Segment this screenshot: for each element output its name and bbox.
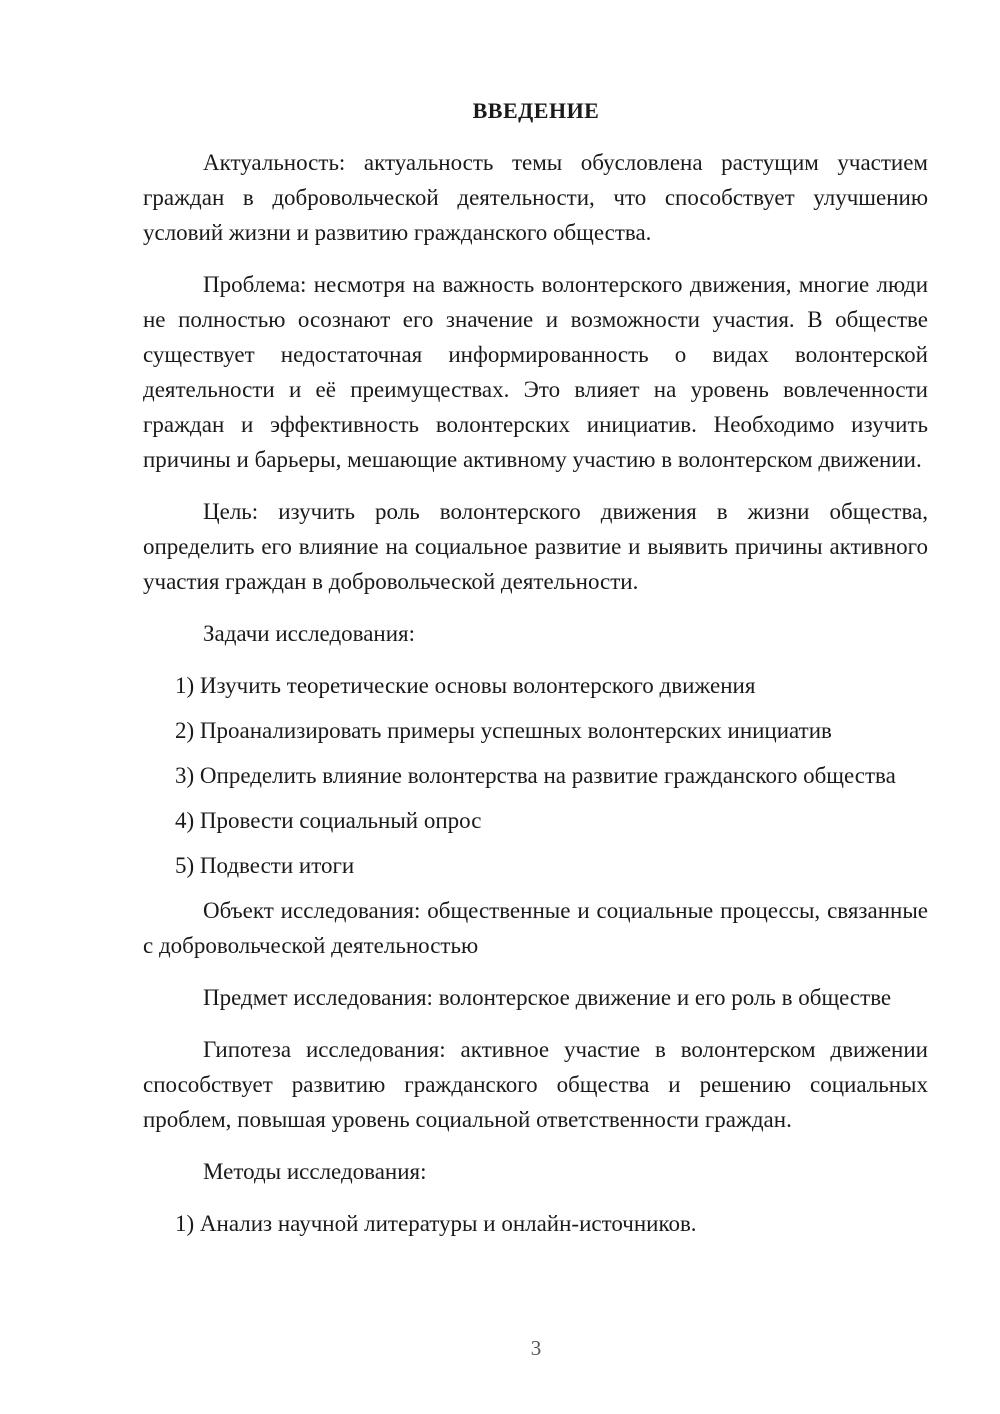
goal-paragraph: Цель: изучить роль волонтерского движения в жизни общества, определить его влияние на социальное развитие и выявить причины активного участия граждан в добровольческой деятельности. — [143, 499, 928, 594]
task-item: 4) Провести социальный опрос — [175, 808, 482, 833]
task-item: 2) Проанализировать примеры успешных волонтерских инициатив — [175, 718, 832, 743]
page-title: ВВЕДЕНИЕ — [472, 98, 600, 123]
task-item: 1) Изучить теоретические основы волонтерского движения — [175, 673, 756, 698]
tasks-heading: Задачи исследования: — [203, 621, 416, 646]
object-paragraph: Объект исследования: общественные и социальные процессы, связанные с добровольческой деятельностью — [143, 898, 928, 958]
subject-paragraph: Предмет исследования: волонтерское движение и его роль в обществе — [203, 985, 892, 1010]
methods-heading: Методы исследования: — [203, 1159, 427, 1184]
hypothesis-paragraph: Гипотеза исследования: активное участие в волонтерском движении способствует развитию гражданского общества и решению социальных проблем, повышая уровень социальной ответственности граждан. — [143, 1037, 928, 1132]
task-item: 3) Определить влияние волонтерства на развитие гражданского общества — [175, 763, 896, 788]
relevance-paragraph: Актуальность: актуальность темы обусловлена растущим участием граждан в добровольческой деятельности, что способствует улучшению условий жизни и развитию гражданского общества. — [143, 150, 928, 245]
task-item: 5) Подвести итоги — [175, 853, 355, 878]
document-body — [143, 145, 928, 1251]
page-number: 3 — [530, 1336, 542, 1360]
method-item: 1) Анализ научной литературы и онлайн-источников. — [175, 1211, 697, 1236]
problem-paragraph: Проблема: несмотря на важность волонтерского движения, многие люди не полностью осознают его значение и возможности участия. В обществе существует недостаточная информированность о видах волонтерской деятельности и её преимуществах. Это влияет на уровень вовлеченности граждан и эффективность волонтерских инициатив. Необходимо изучить причины и барьеры, мешающие активному участию в волонтерском движении. — [143, 272, 928, 472]
